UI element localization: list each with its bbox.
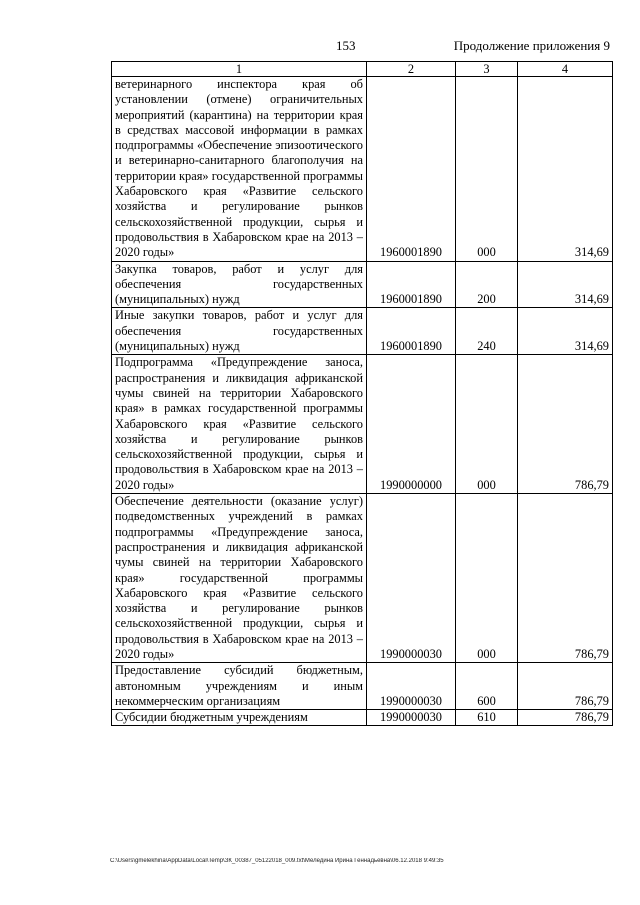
table-row [112,663,613,710]
row-name: Подпрограмма «Предупреждение заноса, распространения и ликвидация африканской чумы свиней на территории Хабаровского края» в рамках государственной программы Хабаровского края «Развитие сельского хозяйства и регулирование рынков сельскохозяйственной продукции, сырья и продовольствия в Хабаровском крае на 2013 – 2020 годы» [112,355,367,494]
row-kind: 000 [456,355,518,494]
row-name: Закупка товаров, работ и услуг для обеспечения государственных (муниципальных) нужд [112,261,367,308]
row-kind: 600 [456,663,518,710]
row-code: 1960001890 [367,308,456,355]
column-header-3: 3 [456,62,518,77]
row-code: 1990000000 [367,355,456,494]
continuation-label: Продолжение приложения 9 [453,38,610,53]
footer-file-path: C:\Users\gmelekhina\AppData\Local\Temp\ЗК_00387_05122018_009.txt\Меледина Ирина Геннадьевна\06.12.2018 9:49:35 [110,858,444,864]
row-code: 1990000030 [367,710,456,726]
budget-table [111,61,613,726]
table-row [112,355,613,494]
row-amount: 786,79 [518,663,613,710]
row-amount: 314,69 [518,77,613,262]
table-header-row [112,62,613,77]
table-row [112,261,613,308]
table-row [112,710,613,726]
row-name: Обеспечение деятельности (оказание услуг) подведомственных учреждений в рамках подпрограммы «Предупреждение заноса, распространения и ликвидация африканской чумы свиней на территории Хабаровского края» государственной программы Хабаровского края «Развитие сельского хозяйства и регулирование рынков сельскохозяйственной продукции, сырья и продовольствия в Хабаровском крае на 2013 – 2020 годы» [112,494,367,663]
row-code: 1990000030 [367,663,456,710]
row-code: 1990000030 [367,494,456,663]
row-kind: 000 [456,494,518,663]
row-kind: 240 [456,308,518,355]
table-row [112,77,613,262]
row-code: 1960001890 [367,77,456,262]
row-amount: 786,79 [518,710,613,726]
row-name: ветеринарного инспектора края об установлении (отмене) ограничительных мероприятий (карантина) на территории края в средствах массовой информации в рамках подпрограммы «Обеспечение эпизоотического и ветеринарно-санитарного благополучия на территории края» государственной программы Хабаровского края «Развитие сельского хозяйства и регулирование рынков сельскохозяйственной продукции, сырья и продовольствия в Хабаровском крае на 2013 – 2020 годы» [112,77,367,262]
row-kind: 000 [456,77,518,262]
page-number: 153 [336,38,356,53]
row-amount: 786,79 [518,494,613,663]
row-amount: 314,69 [518,261,613,308]
row-name: Субсидии бюджетным учреждениям [112,710,367,726]
row-name: Иные закупки товаров, работ и услуг для обеспечения государственных (муниципальных) нужд [112,308,367,355]
row-amount: 314,69 [518,308,613,355]
column-header-2: 2 [367,62,456,77]
column-header-4: 4 [518,62,613,77]
row-kind: 200 [456,261,518,308]
column-header-1: 1 [112,62,367,77]
table-row [112,308,613,355]
row-name: Предоставление субсидий бюджетным, автономным учреждениям и иным некоммерческим организациям [112,663,367,710]
row-amount: 786,79 [518,355,613,494]
row-code: 1960001890 [367,261,456,308]
table-row [112,494,613,663]
row-kind: 610 [456,710,518,726]
